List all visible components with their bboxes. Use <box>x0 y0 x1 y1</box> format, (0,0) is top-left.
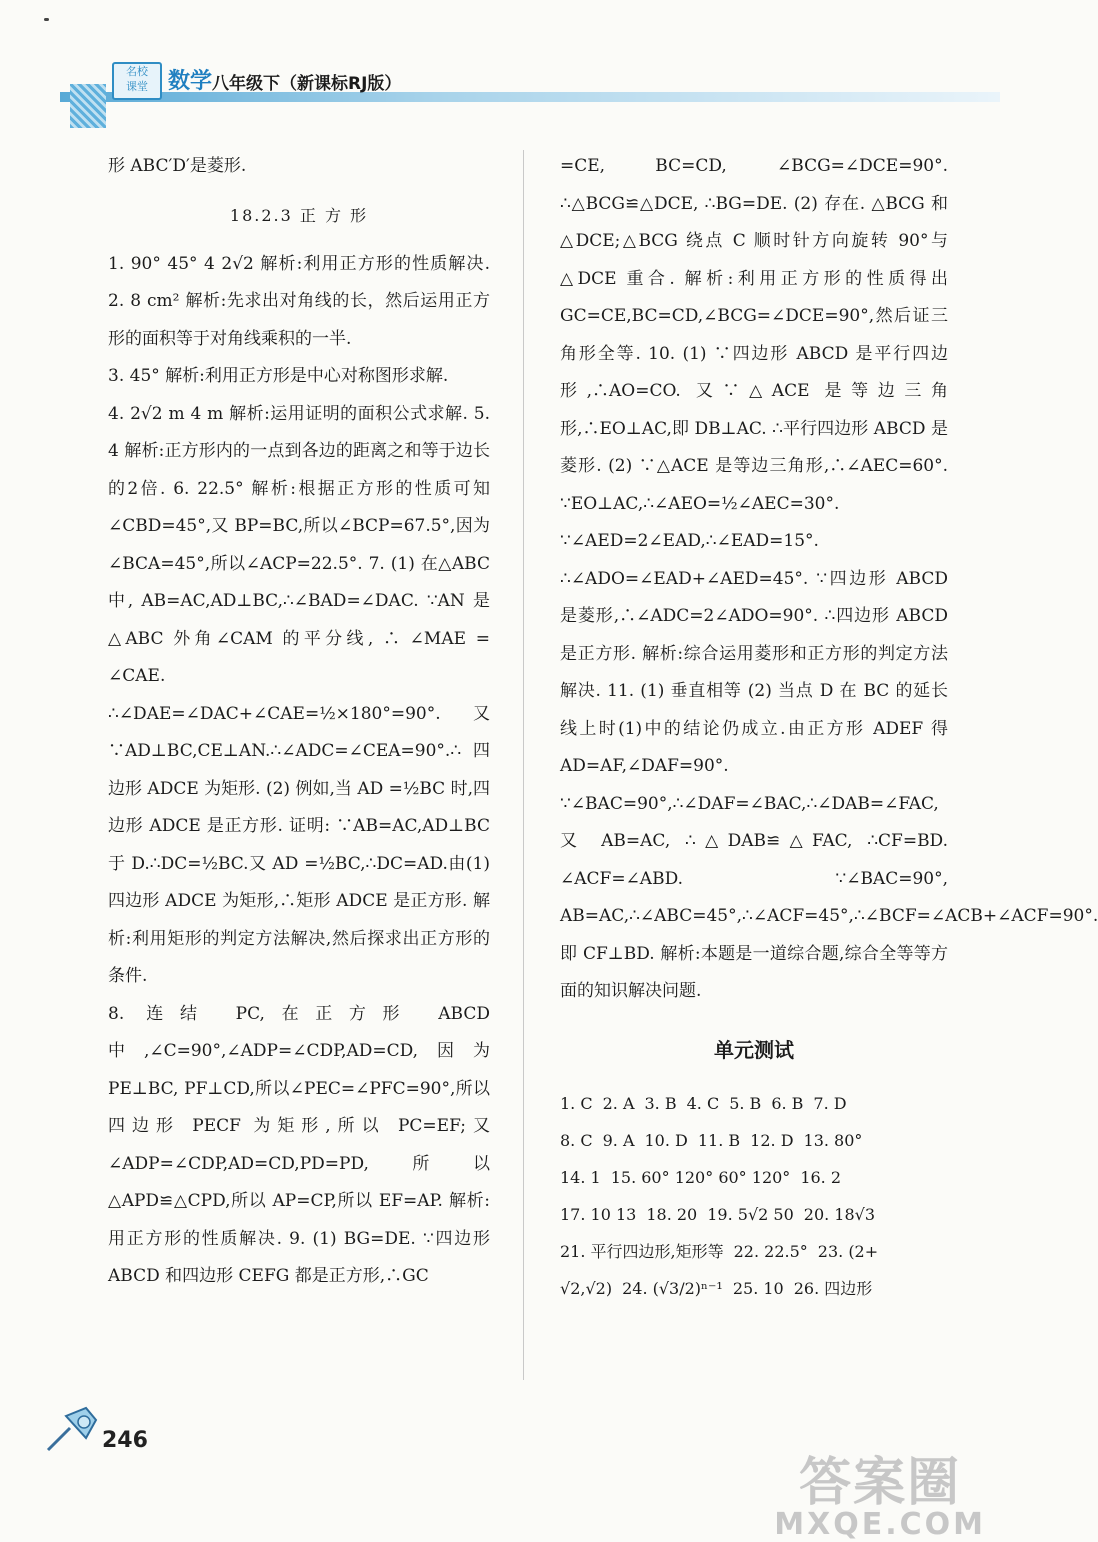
answer-item: 20. 18√3 <box>803 1204 876 1224</box>
answer-item: 9. A <box>602 1130 635 1150</box>
answer-paragraph: 8. 连结 PC,在正方形 ABCD 中,∠C=90°,∠ADP=∠CDP,AD=CD,因为 PE⊥BC, PF⊥CD,所以∠PEC=∠PFC=90°,所以四边形 PECF 为矩形,所以 PC=EF;又∠ADP=∠CDP,AD=CD,PD=PD,所以△APD≌△CPD,所以 AP=CP,所以 EF=AP. 解析:用正方形的性质解决. 9. (1) BG=DE. ∵四边形 ABCD 和四边形 CEFG 都是正方形,∴GC <box>108 1003 490 1286</box>
answer-item: 16. 2 <box>800 1167 842 1187</box>
watermark-url: MXQE.COM <box>774 1507 986 1542</box>
answer-row <box>560 1233 948 1270</box>
series-logo: 名校 课堂 <box>112 62 162 100</box>
answer-row <box>560 1159 948 1196</box>
page-number: 246 <box>102 1428 148 1453</box>
answer-row <box>560 1122 948 1159</box>
page-header <box>60 62 1000 110</box>
subject-title: 数学 <box>168 69 213 94</box>
grade-subtitle: 八年级下（新课标RJ版） <box>212 74 402 94</box>
answer-paragraph: =CE, BC=CD, ∠BCG=∠DCE=90°. ∴△BCG≌△DCE, ∴BG=DE. (2) 存在. △BCG 和△DCE;△BCG 绕点 C 顺时针方向旋转 90°与△DCE 重合. 解析:利用正方形的性质得出 GC=CE,BC=CD,∠BCG=∠DCE=90°,然后证三角形全等. 10. (1) ∵四边形 ABCD 是平行四边形,∴AO=CO. 又∵△ACE 是等边三角形,∴EO⊥AC,即 DB⊥AC. ∴平行四边形 ABCD 是菱形. (2) ∵△ACE 是等边三角形,∴∠AEC=60°. ∵EO⊥AC,∴∠AEO=½∠AEC=30°. ∵∠AED=2∠EAD,∴∠EAD=15°. ∴∠ADO=∠EAD+∠AED=45°. ∵四边形 ABCD 是菱形,∴∠ADC=2∠ADO=90°. ∴四边形 ABCD 是正方形. 解析:综合运用菱形和正方形的判定方法解决. 11. (1) 垂直相等 (2) 当点 D 在 BC 的延长线上时(1)中的结论仍成立.由正方形 ADEF 得 AD=AF,∠DAF=90°. ∵∠BAC=90°,∴∠DAF=∠BAC,∴∠DAB=∠FAC,又 AB=AC, ∴△DAB≌△FAC, ∴CF=BD. ∠ACF=∠ABD. ∵∠BAC=90°, AB=AC,∴∠ABC=45°,∴∠ACF=45°,∴∠BCF=∠ACB+∠ACF=90°. 即 CF⊥BD. 解析:本题是一道综合题,综合全等等方面的知识解决问题. <box>560 156 1098 1001</box>
pushpin-icon <box>40 1398 106 1460</box>
answer-item: 22. 22.5° <box>733 1241 808 1261</box>
answer-item: 21. 平行四边形,矩形等 <box>560 1241 724 1261</box>
answer-item: 5. B <box>729 1093 762 1113</box>
answer-item: 6. B <box>771 1093 804 1113</box>
answer-item: 1. C <box>560 1093 593 1113</box>
answer-paragraph: 3. 45° 解析:利用正方形是中心对称图形求解. <box>108 366 449 386</box>
intro-line: 形 ABC′D′是菱形. <box>108 156 247 176</box>
answer-paragraph: 4. 2√2 m 4 m 解析:运用证明的面积公式求解. 5. 4 解析:正方形内的一点到各边的距离之和等于边长的2倍. 6. 22.5° 解析:根据正方形的性质可知∠CBD=45°,又 BP=BC,所以∠BCP=67.5°,因为∠BCA=45°,所以∠ACP=22.5°. 7. (1) 在△ABC 中, AB=AC,AD⊥BC,∴∠BAD=∠DAC. ∵AN 是△ABC 外角∠CAM 的平分线, ∴ ∠MAE = ∠CAE. ∴∠DAE=∠DAC+∠CAE=½×180°=90°. 又∵AD⊥BC,CE⊥AN.∴∠ADC=∠CEA=90°.∴四边形 ADCE 为矩形. (2) 例如,当 AD =½BC 时,四边形 ADCE 是正方形. 证明: ∵AB=AC,AD⊥BC 于 D.∴DC=½BC.又 AD =½BC,∴DC=AD.由(1)四边形 ADCE 为矩形,∴矩形 ADCE 是正方形. 解析:利用矩形的判定方法解决,然后探求出正方形的条件. <box>108 403 490 986</box>
answer-item: 18. 20 <box>646 1204 698 1224</box>
answer-row <box>560 1085 948 1122</box>
watermark <box>774 1440 986 1542</box>
unit-test-title: 单元测试 <box>714 1037 794 1062</box>
column-divider <box>523 150 524 1380</box>
watermark-logo-text: 答案圈 <box>799 1453 962 1513</box>
right-column <box>560 148 1098 1307</box>
answer-item: 24. (√3/2)ⁿ⁻¹ <box>622 1278 723 1298</box>
answer-item: 2. A <box>602 1093 635 1113</box>
scan-mark <box>44 18 49 21</box>
answer-item: 19. 5√2 50 <box>707 1204 794 1224</box>
answer-item: 13. 80° <box>803 1130 863 1150</box>
answer-item: 12. D <box>750 1130 794 1150</box>
answer-item: 17. 10 13 <box>560 1204 637 1224</box>
answer-item: 14. 1 <box>560 1167 601 1187</box>
section-title: 18.2.3 正 方 形 <box>229 205 369 225</box>
answer-item: 7. D <box>813 1093 847 1113</box>
answer-item: 10. D <box>644 1130 688 1150</box>
answer-item: √2,√2) <box>560 1278 613 1298</box>
answer-item: 15. 60° 120° 60° 120° <box>610 1167 791 1187</box>
answer-paragraph: 1. 90° 45° 4 2√2 解析:利用正方形的性质解决. 2. 8 cm² 解析:先求出对角线的长，然后运用正方形的面积等于对角线乘积的一半. <box>108 253 490 349</box>
answer-item: 26. 四边形 <box>793 1278 873 1298</box>
answer-key <box>560 1085 948 1307</box>
answer-item: 23. (2+ <box>817 1241 879 1261</box>
answer-item: 4. C <box>686 1093 720 1113</box>
left-column <box>108 148 490 1296</box>
header-decoration <box>70 84 106 128</box>
answer-item: 8. C <box>560 1130 593 1150</box>
answer-row <box>560 1270 948 1307</box>
answer-item: 3. B <box>644 1093 677 1113</box>
answer-row <box>560 1196 948 1233</box>
answer-item: 11. B <box>697 1130 741 1150</box>
answer-item: 25. 10 <box>732 1278 784 1298</box>
